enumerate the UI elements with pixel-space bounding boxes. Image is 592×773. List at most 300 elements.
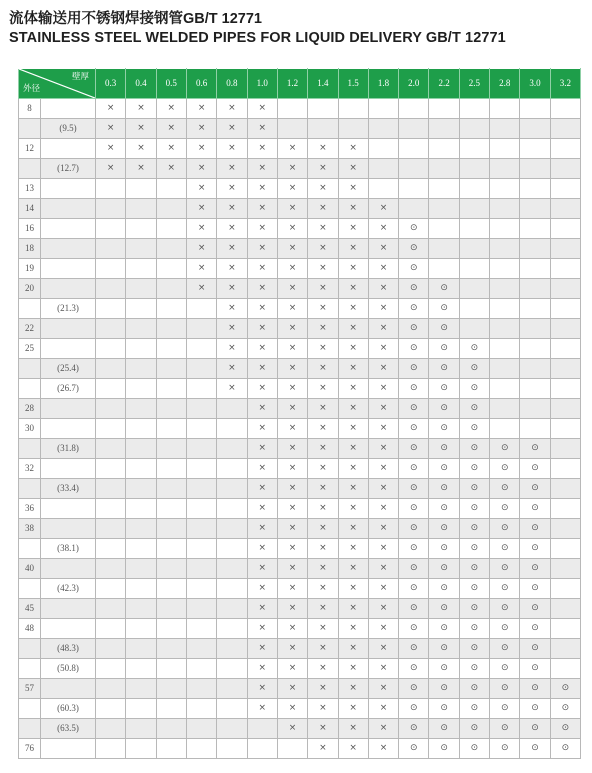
available-cross-mark: × bbox=[308, 159, 338, 179]
empty-cell bbox=[520, 99, 550, 119]
available-cross-mark: × bbox=[338, 259, 368, 279]
available-cross-mark: × bbox=[338, 299, 368, 319]
title-english: STAINLESS STEEL WELDED PIPES FOR LIQUID DELIVERY GB/T 12771 bbox=[9, 30, 506, 46]
available-circle-mark: ⊙ bbox=[399, 619, 429, 639]
available-circle-mark: ⊙ bbox=[459, 659, 489, 679]
empty-cell bbox=[550, 579, 580, 599]
outer-diameter-cell bbox=[19, 439, 41, 459]
empty-cell bbox=[550, 219, 580, 239]
empty-cell bbox=[459, 239, 489, 259]
outer-diameter-cell: 76 bbox=[19, 739, 41, 759]
available-circle-mark: ⊙ bbox=[429, 379, 459, 399]
available-cross-mark: × bbox=[338, 479, 368, 499]
alt-diameter-cell bbox=[41, 459, 96, 479]
table-row bbox=[19, 99, 581, 119]
empty-cell bbox=[126, 199, 156, 219]
outer-diameter-cell: 36 bbox=[19, 499, 41, 519]
empty-cell bbox=[96, 559, 126, 579]
available-cross-mark: × bbox=[308, 239, 338, 259]
available-cross-mark: × bbox=[277, 459, 307, 479]
available-cross-mark: × bbox=[217, 179, 247, 199]
empty-cell bbox=[550, 119, 580, 139]
empty-cell bbox=[490, 139, 520, 159]
available-circle-mark: ⊙ bbox=[520, 479, 550, 499]
empty-cell bbox=[126, 679, 156, 699]
header-thickness-cell: 1.2 bbox=[277, 69, 307, 99]
empty-cell bbox=[550, 199, 580, 219]
available-cross-mark: × bbox=[308, 179, 338, 199]
alt-diameter-cell bbox=[41, 419, 96, 439]
available-cross-mark: × bbox=[277, 279, 307, 299]
available-circle-mark: ⊙ bbox=[399, 259, 429, 279]
available-circle-mark: ⊙ bbox=[399, 499, 429, 519]
available-cross-mark: × bbox=[338, 519, 368, 539]
alt-diameter-cell bbox=[41, 199, 96, 219]
empty-cell bbox=[156, 679, 186, 699]
available-circle-mark: ⊙ bbox=[550, 679, 580, 699]
table-row bbox=[19, 379, 581, 399]
available-circle-mark: ⊙ bbox=[399, 399, 429, 419]
table-row bbox=[19, 599, 581, 619]
available-circle-mark: ⊙ bbox=[429, 639, 459, 659]
empty-cell bbox=[186, 399, 216, 419]
available-circle-mark: ⊙ bbox=[520, 499, 550, 519]
alt-diameter-cell: (50.8) bbox=[41, 659, 96, 679]
empty-cell bbox=[126, 639, 156, 659]
available-circle-mark: ⊙ bbox=[520, 459, 550, 479]
available-cross-mark: × bbox=[217, 279, 247, 299]
empty-cell bbox=[186, 679, 216, 699]
available-cross-mark: × bbox=[247, 339, 277, 359]
empty-cell bbox=[126, 379, 156, 399]
empty-cell bbox=[520, 359, 550, 379]
empty-cell bbox=[156, 359, 186, 379]
empty-cell bbox=[186, 599, 216, 619]
available-circle-mark: ⊙ bbox=[490, 459, 520, 479]
available-cross-mark: × bbox=[338, 599, 368, 619]
available-cross-mark: × bbox=[338, 399, 368, 419]
empty-cell bbox=[490, 99, 520, 119]
available-cross-mark: × bbox=[338, 659, 368, 679]
empty-cell bbox=[156, 739, 186, 759]
available-cross-mark: × bbox=[277, 719, 307, 739]
empty-cell bbox=[156, 379, 186, 399]
table-row bbox=[19, 679, 581, 699]
empty-cell bbox=[550, 599, 580, 619]
available-circle-mark: ⊙ bbox=[520, 739, 550, 759]
empty-cell bbox=[368, 179, 398, 199]
available-cross-mark: × bbox=[247, 539, 277, 559]
title-block bbox=[9, 10, 506, 48]
outer-diameter-cell bbox=[19, 659, 41, 679]
available-cross-mark: × bbox=[368, 679, 398, 699]
empty-cell bbox=[217, 719, 247, 739]
table-row bbox=[19, 719, 581, 739]
empty-cell bbox=[217, 679, 247, 699]
available-circle-mark: ⊙ bbox=[429, 619, 459, 639]
available-cross-mark: × bbox=[247, 99, 277, 119]
available-cross-mark: × bbox=[247, 559, 277, 579]
empty-cell bbox=[156, 639, 186, 659]
header-thickness-cell: 1.5 bbox=[338, 69, 368, 99]
empty-cell bbox=[247, 739, 277, 759]
available-circle-mark: ⊙ bbox=[459, 339, 489, 359]
empty-cell bbox=[217, 699, 247, 719]
empty-cell bbox=[156, 659, 186, 679]
empty-cell bbox=[459, 219, 489, 239]
empty-cell bbox=[399, 179, 429, 199]
available-cross-mark: × bbox=[247, 239, 277, 259]
table-row bbox=[19, 279, 581, 299]
empty-cell bbox=[277, 739, 307, 759]
empty-cell bbox=[126, 599, 156, 619]
available-circle-mark: ⊙ bbox=[490, 719, 520, 739]
title-chinese: 流体输送用不锈钢焊接钢管GB/T 12771 bbox=[9, 11, 262, 27]
available-circle-mark: ⊙ bbox=[459, 739, 489, 759]
empty-cell bbox=[429, 139, 459, 159]
header-thickness-cell: 0.6 bbox=[186, 69, 216, 99]
available-cross-mark: × bbox=[277, 659, 307, 679]
outer-diameter-cell: 8 bbox=[19, 99, 41, 119]
available-circle-mark: ⊙ bbox=[399, 479, 429, 499]
available-cross-mark: × bbox=[368, 579, 398, 599]
available-cross-mark: × bbox=[186, 219, 216, 239]
empty-cell bbox=[96, 699, 126, 719]
available-cross-mark: × bbox=[368, 519, 398, 539]
header-thickness-cell: 2.5 bbox=[459, 69, 489, 99]
table-row bbox=[19, 199, 581, 219]
empty-cell bbox=[459, 299, 489, 319]
empty-cell bbox=[217, 439, 247, 459]
empty-cell bbox=[277, 119, 307, 139]
empty-cell bbox=[368, 159, 398, 179]
alt-diameter-cell bbox=[41, 559, 96, 579]
available-cross-mark: × bbox=[126, 119, 156, 139]
available-cross-mark: × bbox=[277, 679, 307, 699]
empty-cell bbox=[490, 319, 520, 339]
available-circle-mark: ⊙ bbox=[459, 419, 489, 439]
outer-diameter-cell: 57 bbox=[19, 679, 41, 699]
empty-cell bbox=[156, 239, 186, 259]
empty-cell bbox=[96, 459, 126, 479]
header-row bbox=[19, 69, 581, 99]
empty-cell bbox=[156, 719, 186, 739]
empty-cell bbox=[186, 699, 216, 719]
available-cross-mark: × bbox=[217, 259, 247, 279]
header-corner bbox=[19, 69, 96, 99]
outer-diameter-cell: 16 bbox=[19, 219, 41, 239]
available-cross-mark: × bbox=[308, 599, 338, 619]
available-cross-mark: × bbox=[247, 699, 277, 719]
available-cross-mark: × bbox=[247, 159, 277, 179]
available-cross-mark: × bbox=[156, 159, 186, 179]
empty-cell bbox=[126, 259, 156, 279]
header-thickness-cell: 1.4 bbox=[308, 69, 338, 99]
available-cross-mark: × bbox=[277, 579, 307, 599]
header-thickness-cell: 0.5 bbox=[156, 69, 186, 99]
available-circle-mark: ⊙ bbox=[429, 519, 459, 539]
available-cross-mark: × bbox=[247, 399, 277, 419]
outer-diameter-cell: 12 bbox=[19, 139, 41, 159]
empty-cell bbox=[96, 739, 126, 759]
available-circle-mark: ⊙ bbox=[490, 599, 520, 619]
available-cross-mark: × bbox=[308, 139, 338, 159]
available-cross-mark: × bbox=[186, 99, 216, 119]
available-cross-mark: × bbox=[308, 319, 338, 339]
available-cross-mark: × bbox=[247, 619, 277, 639]
available-cross-mark: × bbox=[308, 379, 338, 399]
empty-cell bbox=[126, 499, 156, 519]
empty-cell bbox=[186, 519, 216, 539]
available-circle-mark: ⊙ bbox=[429, 739, 459, 759]
table-row bbox=[19, 579, 581, 599]
available-cross-mark: × bbox=[308, 299, 338, 319]
empty-cell bbox=[156, 619, 186, 639]
available-cross-mark: × bbox=[308, 639, 338, 659]
alt-diameter-cell bbox=[41, 679, 96, 699]
available-cross-mark: × bbox=[368, 319, 398, 339]
available-cross-mark: × bbox=[338, 739, 368, 759]
alt-diameter-cell: (21.3) bbox=[41, 299, 96, 319]
available-cross-mark: × bbox=[368, 299, 398, 319]
available-cross-mark: × bbox=[126, 139, 156, 159]
available-circle-mark: ⊙ bbox=[429, 499, 459, 519]
available-circle-mark: ⊙ bbox=[459, 439, 489, 459]
empty-cell bbox=[247, 719, 277, 739]
available-circle-mark: ⊙ bbox=[490, 699, 520, 719]
outer-diameter-cell bbox=[19, 379, 41, 399]
empty-cell bbox=[368, 139, 398, 159]
empty-cell bbox=[550, 259, 580, 279]
empty-cell bbox=[520, 179, 550, 199]
available-cross-mark: × bbox=[308, 659, 338, 679]
empty-cell bbox=[156, 219, 186, 239]
alt-diameter-cell: (38.1) bbox=[41, 539, 96, 559]
empty-cell bbox=[217, 459, 247, 479]
available-cross-mark: × bbox=[186, 279, 216, 299]
available-cross-mark: × bbox=[308, 459, 338, 479]
available-cross-mark: × bbox=[368, 699, 398, 719]
available-cross-mark: × bbox=[368, 739, 398, 759]
alt-diameter-cell: (12.7) bbox=[41, 159, 96, 179]
available-cross-mark: × bbox=[247, 359, 277, 379]
empty-cell bbox=[217, 479, 247, 499]
available-cross-mark: × bbox=[217, 319, 247, 339]
empty-cell bbox=[156, 459, 186, 479]
available-circle-mark: ⊙ bbox=[490, 559, 520, 579]
empty-cell bbox=[368, 119, 398, 139]
available-cross-mark: × bbox=[277, 559, 307, 579]
available-circle-mark: ⊙ bbox=[459, 499, 489, 519]
available-circle-mark: ⊙ bbox=[520, 639, 550, 659]
outer-diameter-cell bbox=[19, 639, 41, 659]
available-cross-mark: × bbox=[186, 199, 216, 219]
empty-cell bbox=[156, 339, 186, 359]
available-cross-mark: × bbox=[156, 99, 186, 119]
available-circle-mark: ⊙ bbox=[550, 699, 580, 719]
available-cross-mark: × bbox=[338, 239, 368, 259]
available-cross-mark: × bbox=[277, 379, 307, 399]
available-cross-mark: × bbox=[368, 339, 398, 359]
available-cross-mark: × bbox=[368, 599, 398, 619]
empty-cell bbox=[186, 739, 216, 759]
available-cross-mark: × bbox=[368, 279, 398, 299]
available-cross-mark: × bbox=[247, 319, 277, 339]
available-cross-mark: × bbox=[368, 539, 398, 559]
alt-diameter-cell bbox=[41, 99, 96, 119]
empty-cell bbox=[550, 439, 580, 459]
empty-cell bbox=[156, 199, 186, 219]
empty-cell bbox=[96, 399, 126, 419]
empty-cell bbox=[490, 379, 520, 399]
empty-cell bbox=[217, 639, 247, 659]
empty-cell bbox=[490, 399, 520, 419]
available-cross-mark: × bbox=[277, 339, 307, 359]
empty-cell bbox=[520, 399, 550, 419]
available-circle-mark: ⊙ bbox=[399, 699, 429, 719]
empty-cell bbox=[520, 379, 550, 399]
available-circle-mark: ⊙ bbox=[550, 739, 580, 759]
empty-cell bbox=[520, 319, 550, 339]
empty-cell bbox=[459, 259, 489, 279]
empty-cell bbox=[96, 379, 126, 399]
outer-diameter-cell bbox=[19, 119, 41, 139]
available-cross-mark: × bbox=[338, 679, 368, 699]
empty-cell bbox=[217, 659, 247, 679]
empty-cell bbox=[96, 279, 126, 299]
available-circle-mark: ⊙ bbox=[490, 679, 520, 699]
available-circle-mark: ⊙ bbox=[429, 339, 459, 359]
table-row bbox=[19, 359, 581, 379]
outer-diameter-cell bbox=[19, 359, 41, 379]
empty-cell bbox=[156, 559, 186, 579]
available-cross-mark: × bbox=[368, 359, 398, 379]
empty-cell bbox=[126, 399, 156, 419]
empty-cell bbox=[96, 639, 126, 659]
empty-cell bbox=[156, 399, 186, 419]
available-cross-mark: × bbox=[308, 339, 338, 359]
empty-cell bbox=[550, 139, 580, 159]
available-cross-mark: × bbox=[308, 679, 338, 699]
empty-cell bbox=[96, 299, 126, 319]
empty-cell bbox=[338, 119, 368, 139]
alt-diameter-cell bbox=[41, 259, 96, 279]
available-cross-mark: × bbox=[338, 499, 368, 519]
available-cross-mark: × bbox=[247, 659, 277, 679]
table-row bbox=[19, 399, 581, 419]
available-circle-mark: ⊙ bbox=[429, 539, 459, 559]
available-cross-mark: × bbox=[368, 639, 398, 659]
available-cross-mark: × bbox=[217, 99, 247, 119]
available-circle-mark: ⊙ bbox=[459, 479, 489, 499]
available-cross-mark: × bbox=[126, 159, 156, 179]
table-row bbox=[19, 319, 581, 339]
empty-cell bbox=[96, 259, 126, 279]
empty-cell bbox=[126, 699, 156, 719]
available-circle-mark: ⊙ bbox=[459, 679, 489, 699]
table-row bbox=[19, 119, 581, 139]
available-cross-mark: × bbox=[338, 279, 368, 299]
empty-cell bbox=[308, 99, 338, 119]
empty-cell bbox=[550, 159, 580, 179]
empty-cell bbox=[156, 419, 186, 439]
available-cross-mark: × bbox=[217, 139, 247, 159]
table-row bbox=[19, 299, 581, 319]
empty-cell bbox=[126, 299, 156, 319]
available-cross-mark: × bbox=[277, 259, 307, 279]
empty-cell bbox=[459, 99, 489, 119]
available-cross-mark: × bbox=[308, 519, 338, 539]
empty-cell bbox=[217, 559, 247, 579]
available-circle-mark: ⊙ bbox=[429, 679, 459, 699]
empty-cell bbox=[126, 719, 156, 739]
empty-cell bbox=[96, 479, 126, 499]
alt-diameter-cell bbox=[41, 239, 96, 259]
empty-cell bbox=[156, 439, 186, 459]
available-circle-mark: ⊙ bbox=[550, 719, 580, 739]
alt-diameter-cell bbox=[41, 599, 96, 619]
empty-cell bbox=[96, 539, 126, 559]
empty-cell bbox=[399, 119, 429, 139]
empty-cell bbox=[490, 419, 520, 439]
available-cross-mark: × bbox=[338, 199, 368, 219]
empty-cell bbox=[186, 659, 216, 679]
empty-cell bbox=[520, 239, 550, 259]
empty-cell bbox=[217, 599, 247, 619]
empty-cell bbox=[399, 99, 429, 119]
available-cross-mark: × bbox=[96, 99, 126, 119]
empty-cell bbox=[217, 519, 247, 539]
empty-cell bbox=[186, 499, 216, 519]
empty-cell bbox=[96, 359, 126, 379]
empty-cell bbox=[550, 639, 580, 659]
table-row bbox=[19, 639, 581, 659]
table-row bbox=[19, 539, 581, 559]
available-circle-mark: ⊙ bbox=[459, 719, 489, 739]
alt-diameter-cell bbox=[41, 619, 96, 639]
available-cross-mark: × bbox=[308, 499, 338, 519]
empty-cell bbox=[490, 299, 520, 319]
empty-cell bbox=[550, 279, 580, 299]
empty-cell bbox=[520, 279, 550, 299]
alt-diameter-cell: (26.7) bbox=[41, 379, 96, 399]
available-circle-mark: ⊙ bbox=[520, 699, 550, 719]
empty-cell bbox=[126, 219, 156, 239]
empty-cell bbox=[217, 579, 247, 599]
empty-cell bbox=[156, 539, 186, 559]
available-circle-mark: ⊙ bbox=[399, 219, 429, 239]
available-circle-mark: ⊙ bbox=[490, 439, 520, 459]
available-cross-mark: × bbox=[308, 479, 338, 499]
empty-cell bbox=[126, 239, 156, 259]
empty-cell bbox=[550, 459, 580, 479]
available-circle-mark: ⊙ bbox=[399, 419, 429, 439]
available-cross-mark: × bbox=[247, 679, 277, 699]
empty-cell bbox=[126, 339, 156, 359]
empty-cell bbox=[186, 419, 216, 439]
available-cross-mark: × bbox=[277, 439, 307, 459]
available-cross-mark: × bbox=[308, 539, 338, 559]
available-circle-mark: ⊙ bbox=[459, 579, 489, 599]
outer-diameter-cell: 19 bbox=[19, 259, 41, 279]
available-cross-mark: × bbox=[308, 219, 338, 239]
empty-cell bbox=[520, 339, 550, 359]
table-row bbox=[19, 139, 581, 159]
available-cross-mark: × bbox=[368, 619, 398, 639]
available-cross-mark: × bbox=[247, 119, 277, 139]
empty-cell bbox=[490, 239, 520, 259]
available-circle-mark: ⊙ bbox=[490, 659, 520, 679]
